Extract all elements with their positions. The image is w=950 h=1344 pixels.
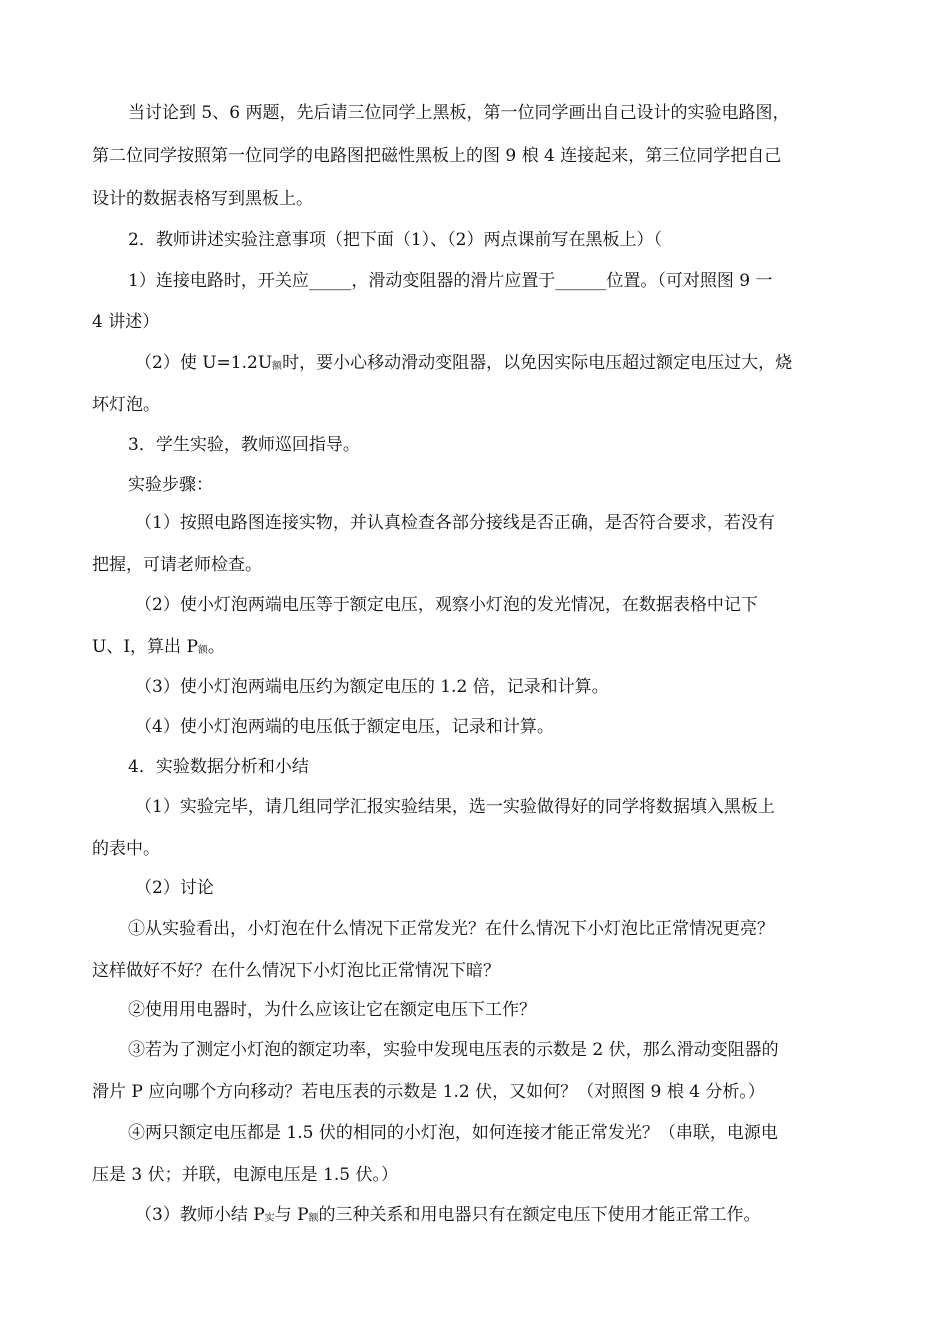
paragraph-line — [92, 1081, 910, 1103]
text: 滑片 P 应向哪个方向移动？若电压表的示数是 1.2 伏，又如何？（对照图 9 桹 4 分析。） — [92, 1082, 765, 1102]
text: 的表中。 — [92, 839, 160, 859]
subscript: 额 — [272, 361, 283, 372]
text: （2）讨论 — [135, 878, 214, 898]
text: （4）使小灯泡两端的电压低于额定电压，记录和计算。 — [135, 717, 554, 737]
paragraph-line — [128, 918, 910, 940]
paragraph-line — [92, 838, 910, 860]
text: 的三种关系和用电器只有在额定电压下使用才能正常工作。 — [318, 1205, 761, 1225]
paragraph-line — [135, 352, 910, 374]
text: ②使用用电器时，为什么应该让它在额定电压下工作？ — [128, 1000, 536, 1020]
text: （1）实验完毕，请几组同学汇报实验结果，选一实验做得好的同学将数据填入黑板上 — [135, 797, 775, 817]
subscript: 额 — [197, 645, 208, 656]
paragraph-line — [128, 270, 910, 292]
text: U、I，算出 P — [92, 637, 198, 657]
section-heading — [128, 756, 910, 778]
text: 把握，可请老师检查。 — [92, 555, 262, 575]
text: 时，要小心移动滑动变阻器，以免因实际电压超过额定电压过大，烧 — [282, 353, 793, 373]
paragraph-line — [92, 145, 910, 167]
text: ④两只额定电压都是 1.5 伏的相同的小灯泡，如何连接才能正常发光？（串联，电源电 — [128, 1123, 778, 1143]
text: 2．教师讲述实验注意事项（把下面（1）、（2）两点课前写在黑板上）（ — [128, 230, 662, 250]
subscript: 实 — [264, 1213, 275, 1224]
paragraph-line — [92, 1164, 910, 1186]
paragraph-line — [135, 594, 910, 616]
text: ①从实验看出，小灯泡在什么情况下正常发光？在什么情况下小灯泡比正常情况更亮？ — [128, 919, 774, 939]
paragraph-line — [135, 1204, 910, 1226]
text: 实验步骤： — [128, 475, 213, 495]
text: （2）使 U=1.2U — [135, 353, 273, 373]
paragraph-line — [92, 188, 910, 210]
text: 3．学生实验，教师巡回指导。 — [128, 435, 360, 455]
paragraph-line — [128, 102, 910, 124]
text: （1）按照电路图连接实物，并认真检查各部分接线是否正确，是否符合要求，若没有 — [135, 513, 775, 533]
paragraph-line — [92, 960, 910, 982]
text: 设计的数据表格写到黑板上。 — [92, 189, 313, 209]
text: （2）使小灯泡两端电压等于额定电压，观察小灯泡的发光情况，在数据表格中记下 — [135, 595, 758, 615]
paragraph-line — [128, 999, 910, 1021]
section-heading — [128, 434, 910, 456]
text: 4 讲述） — [92, 312, 160, 332]
text: 第二位同学按照第一位同学的电路图把磁性黑板上的图 9 桹 4 连接起来，第三位同学把自己 — [92, 146, 782, 166]
paragraph-line — [92, 554, 910, 576]
text: （3）教师小结 P — [135, 1205, 265, 1225]
paragraph-line — [92, 394, 910, 416]
paragraph-line — [128, 1122, 910, 1144]
paragraph-line — [135, 877, 910, 899]
text: 1）连接电路时，开关应_____，滑动变阻器的滑片应置于______位置。（可对照图 9 一 — [128, 271, 773, 291]
paragraph-line — [92, 311, 910, 333]
text: 与 P — [274, 1205, 309, 1225]
paragraph-line — [92, 636, 910, 658]
paragraph-line — [128, 1039, 910, 1061]
paragraph-line — [135, 676, 910, 698]
paragraph-line — [135, 796, 910, 818]
text: 这样做好不好？在什么情况下小灯泡比正常情况下暗？ — [92, 961, 500, 981]
text: 坏灯泡。 — [92, 395, 160, 415]
paragraph-line — [135, 512, 910, 534]
text: 。 — [207, 637, 225, 657]
section-heading — [128, 229, 910, 251]
text: （3）使小灯泡两端电压约为额定电压的 1.2 倍，记录和计算。 — [135, 677, 609, 697]
text: ③若为了测定小灯泡的额定功率，实验中发现电压表的示数是 2 伏，那么滑动变阻器的 — [128, 1040, 779, 1060]
text: 当讨论到 5、6 两题，先后请三位同学上黑板，第一位同学画出自己设计的实验电路图， — [128, 103, 790, 123]
text: 4．实验数据分析和小结 — [128, 757, 309, 777]
paragraph-line — [135, 716, 910, 738]
paragraph-line — [128, 474, 910, 496]
text: 压是 3 伏；并联，电源电压是 1.5 伏。） — [92, 1165, 398, 1185]
subscript: 额 — [308, 1213, 319, 1224]
